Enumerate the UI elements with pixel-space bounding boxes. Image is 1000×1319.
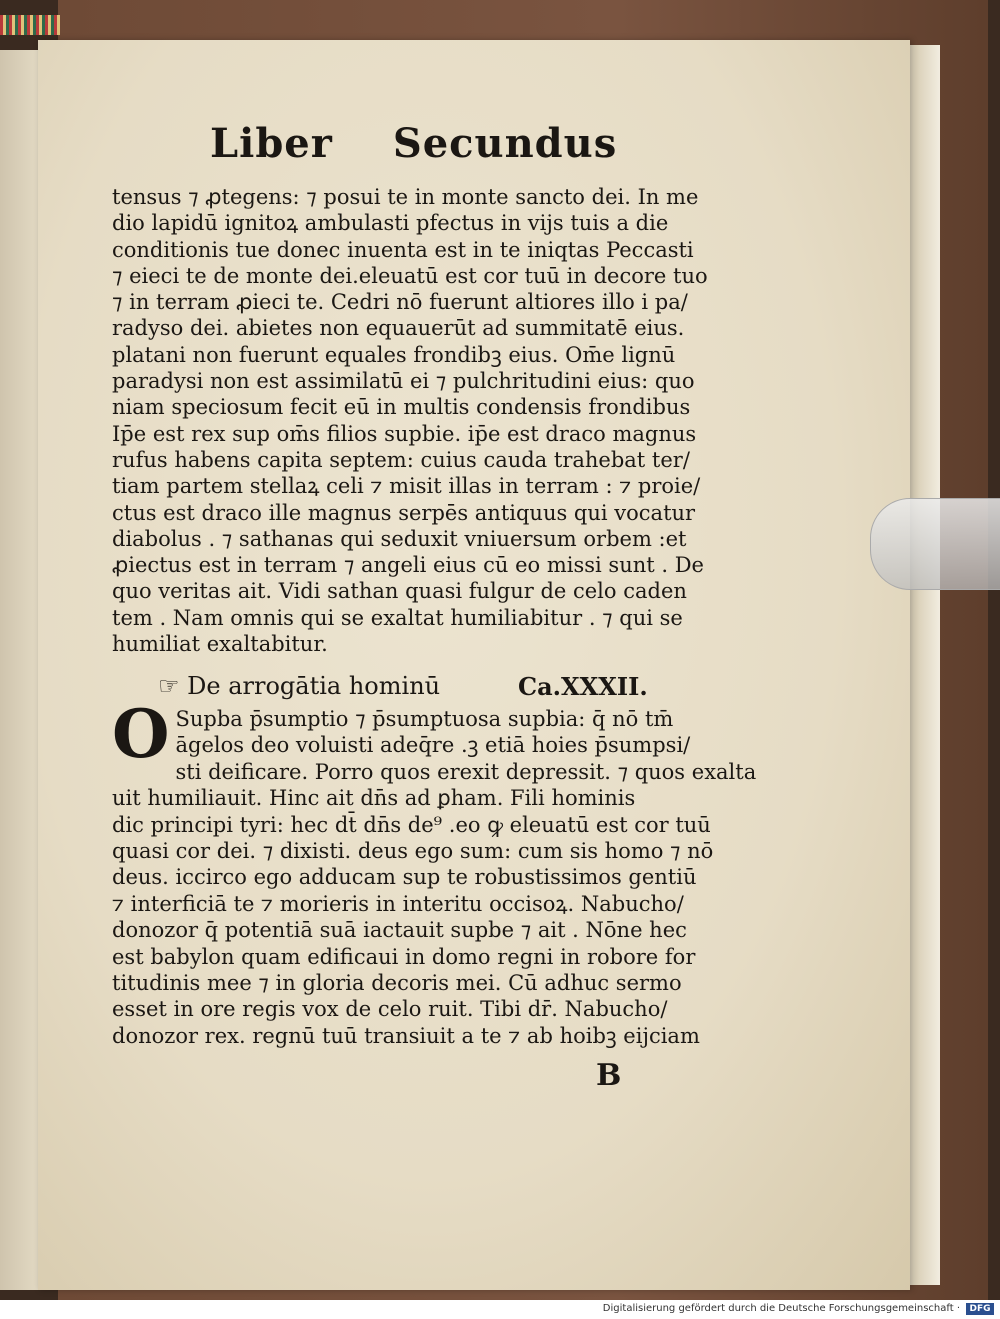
running-header: [210, 120, 677, 167]
text-line: titudinis mee ⁊ in gloria decoris mei. Cū adhuc sermo: [112, 971, 682, 996]
text-line: ꝓiectus est in terram ⁊ angeli eius cū eo missi sunt . De: [112, 553, 704, 578]
chapter-number: Ca.XXXII.: [518, 672, 648, 701]
text-line: tem . Nam omnis qui se exaltat humiliabitur . ⁊ qui se: [112, 605, 683, 630]
text-line: tiam partem stellaꝝ celi ⁊ misit illas in terram : ⁊ proie/: [112, 474, 701, 499]
text-line: tensus ⁊ ꝓtegens: ⁊ posui te in monte sancto dei. In me: [112, 185, 699, 209]
text-line: diabolus . ⁊ sathanas qui seduxit vniuersum orbem :et: [112, 526, 687, 551]
text-line: paradysi non est assimilatū ei ⁊ pulchritudini eius: quo: [112, 369, 695, 394]
text-line: dic principi tyri: hec dt̄ dn̄s de⁹ .eo ꝙ eleuatū est cor tuū: [112, 812, 711, 837]
chapter-title: ☞ De arrogātia hominū: [158, 672, 441, 700]
text-line: rufus habens capita septem: cuius cauda trahebat ter/: [112, 447, 690, 472]
text-line: quo veritas ait. Vidi sathan quasi fulgur de celo caden: [112, 579, 687, 604]
signature-mark: B: [596, 1058, 622, 1093]
text-line: āgelos deo voluisti adeq̄re .ꝫ etiā hoies p̄sumpsi/: [175, 733, 691, 758]
text-line: donozor q̄ potentiā suā iactauit supbe ⁊ ait . Nōne hec: [112, 918, 687, 943]
text-line: Ip̄e est rex sup om̄s filios supbie. ip̄e est draco magnus: [112, 421, 697, 446]
text-line: niam speciosum fecit eū in multis condensis frondibus: [112, 395, 691, 420]
text-line: quasi cor dei. ⁊ dixisti. deus ego sum: cum sis homo ⁊ nō: [112, 839, 714, 864]
drop-cap-initial: O: [112, 695, 170, 773]
footer-bar: [0, 1300, 1000, 1319]
bookmark-ribbon: [0, 15, 60, 35]
text-line: ⁊ interficiā te ⁊ morieris in interitu occisoꝝ. Nabucho/: [112, 891, 684, 916]
text-line: donozor rex. regnū tuū transiuit a te ⁊ ab hoibꝫ eijciam: [112, 1023, 700, 1048]
text-line: humiliat exaltabitur.: [112, 632, 328, 657]
left-page-edge: [0, 50, 38, 1290]
text-line: esset in ore regis vox de celo ruit. Tibi dr̄. Nabucho/: [112, 997, 668, 1022]
dfg-logo: DFG: [966, 1303, 994, 1315]
text-line: Supba p̄sumptio ⁊ p̄sumptuosa supbia: q̄ nō tm̄: [175, 707, 674, 731]
text-line: ⁊ in terram ꝓieci te. Cedri nō fuerunt altiores illo i pa/: [112, 290, 688, 315]
chapter-body-text: [112, 695, 757, 1049]
text-line: radyso dei. abietes non equauerūt ad summitatē eius.: [112, 316, 685, 341]
text-line: uit humiliauit. Hinc ait dn̄s ad ꝑham. Fili hominis: [112, 786, 636, 811]
text-line: dio lapidū ignitoꝝ ambulasti pfectus in vijs tuis a die: [112, 211, 669, 236]
page-clip: [870, 498, 1000, 590]
text-line: ctus est draco ille magnus serpēs antiquus qui vocatur: [112, 500, 696, 525]
text-line: ⁊ eieci te de monte dei.eleuatū est cor tuū in decore tuo: [112, 263, 708, 288]
text-line: deus. iccirco ego adducam sup te robustissimos gentiū: [112, 865, 697, 890]
text-line: est babylon quam edificaui in domo regni in robore for: [112, 944, 696, 969]
funding-credit: Digitalisierung gefördert durch die Deutsche Forschungsgemeinschaft ·: [602, 1303, 960, 1314]
header-right: Secundus: [392, 120, 618, 167]
body-text: [112, 184, 712, 657]
chapter-heading: [158, 672, 718, 700]
text-line: sti deificare. Porro quos erexit depressit. ⁊ quos exalta: [175, 759, 757, 784]
text-line: conditionis tue donec inuenta est in te iniqtas Peccasti: [112, 237, 694, 262]
text-line: platani non fuerunt equales frondibꝫ eius. Om̄e lignū: [112, 342, 676, 367]
header-left: Liber: [210, 120, 333, 167]
